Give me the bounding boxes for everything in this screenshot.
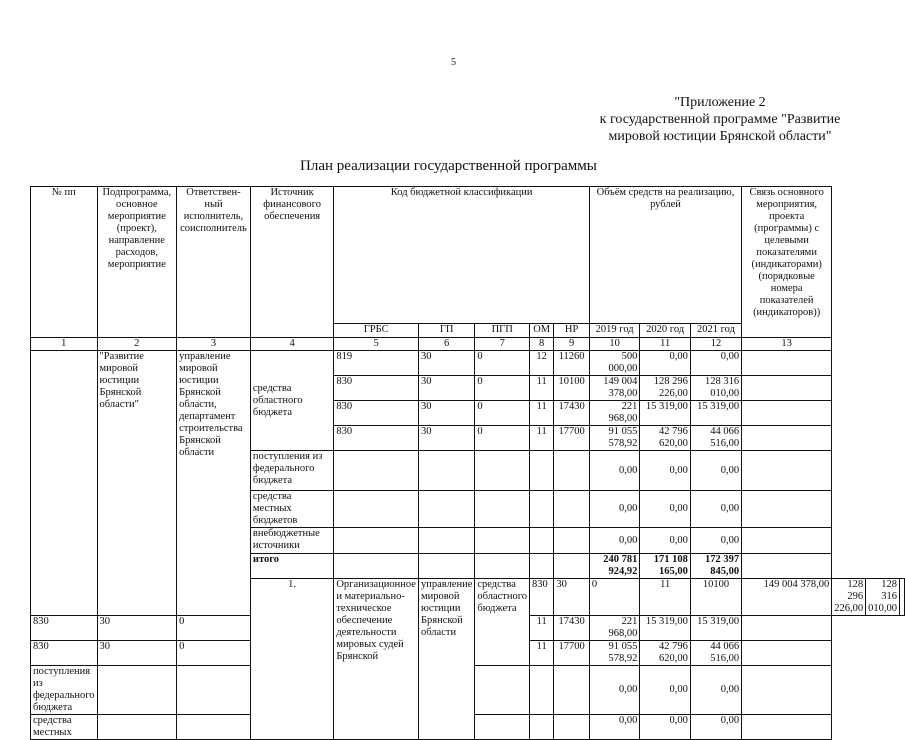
total-2020: 171 108 165,00 <box>640 554 691 579</box>
cell-pgp: 0 <box>475 351 530 376</box>
cell-grbs: 830 <box>31 616 98 641</box>
source-local-budgets: средства местных бюджетов <box>250 491 333 528</box>
cell-2019: 0,00 <box>589 528 640 554</box>
colnum-8: 8 <box>530 338 554 351</box>
source-regional-budget: средства областного бюджета <box>250 351 333 451</box>
cell-2021: 0,00 <box>690 351 741 376</box>
colnum-1: 1 <box>31 338 98 351</box>
cell-2021: 128 316 010,00 <box>866 579 900 616</box>
cell-2021: 0,00 <box>690 666 741 715</box>
cell-gp: 30 <box>418 426 474 451</box>
cell-link <box>742 401 832 426</box>
source-local-budgets: средства местных <box>31 715 98 740</box>
cell-gp: 30 <box>418 351 474 376</box>
colnum-11: 11 <box>640 338 691 351</box>
source-federal-budget: поступления из федерального бюджета <box>31 666 98 715</box>
page-number: 5 <box>451 57 456 68</box>
colnum-2: 2 <box>97 338 177 351</box>
cell-2019: 500 000,00 <box>589 351 640 376</box>
cell-link <box>742 666 832 715</box>
row-number <box>31 351 98 616</box>
cell-gp: 30 <box>97 641 177 666</box>
cell-2021: 0,00 <box>690 715 741 740</box>
cell-link <box>742 451 832 491</box>
cell-link <box>742 491 832 528</box>
cell-2020: 128 296 226,00 <box>832 579 866 616</box>
cell-om: 11 <box>530 376 554 401</box>
row-number: 1. <box>250 579 333 740</box>
cell-2019: 221 968,00 <box>589 616 640 641</box>
cell-om: 11 <box>530 616 554 641</box>
cell-2020: 0,00 <box>640 715 691 740</box>
header-volume: Объём средств на реализацию, рублей <box>589 187 741 324</box>
cell-link <box>742 616 832 641</box>
program-name: "Развитие мировой юстиции Брянской области" <box>97 351 177 616</box>
colnum-13: 13 <box>742 338 832 351</box>
cell-2019: 91 055 578,92 <box>589 426 640 451</box>
cell-om: 11 <box>530 426 554 451</box>
cell-pgp: 0 <box>589 579 640 616</box>
cell-grbs: 830 <box>334 426 419 451</box>
cell-pgp: 0 <box>177 616 251 641</box>
source-federal-budget: поступления из федерального бюджета <box>250 451 333 491</box>
colnum-10: 10 <box>589 338 640 351</box>
colnum-7: 7 <box>475 338 530 351</box>
cell-om: 11 <box>530 641 554 666</box>
header-executor: Ответствен-ный исполнитель, соисполнитель <box>177 187 251 338</box>
header-row <box>31 187 905 324</box>
header-gp: ГП <box>418 324 474 338</box>
cell-pgp: 0 <box>475 376 530 401</box>
column-number-row <box>31 338 905 351</box>
appendix-line-1: "Приложение 2 <box>674 95 766 110</box>
cell-om: 11 <box>640 579 691 616</box>
header-link: Связь основного мероприятия, проекта (программы) с целевыми показателями (индикаторами) (порядковые номера показателей (индикаторов)) <box>742 187 832 338</box>
total-2019: 240 781 924,92 <box>589 554 640 579</box>
cell-grbs: 830 <box>334 401 419 426</box>
cell-2021: 44 066 516,00 <box>690 426 741 451</box>
header-nr: НР <box>554 324 590 338</box>
cell-2020: 0,00 <box>640 666 691 715</box>
cell-2019: 221 968,00 <box>589 401 640 426</box>
cell-2020: 15 319,00 <box>640 616 691 641</box>
cell-2019: 91 055 578,92 <box>589 641 640 666</box>
cell-2019: 0,00 <box>589 491 640 528</box>
cell-link <box>742 641 832 666</box>
cell-2021: 0,00 <box>690 451 741 491</box>
cell-2021: 15 319,00 <box>690 616 741 641</box>
cell-2020: 0,00 <box>640 451 691 491</box>
table-row <box>31 351 905 376</box>
header-2020: 2020 год <box>640 324 691 338</box>
header-budget-code: Код бюджетной классификации <box>334 187 590 324</box>
cell-2020: 0,00 <box>640 351 691 376</box>
cell-gp: 30 <box>418 376 474 401</box>
cell-pgp: 0 <box>475 426 530 451</box>
cell-gp: 30 <box>97 616 177 641</box>
document-title: План реализации государственной программы <box>300 158 597 174</box>
cell-2019: 149 004 378,00 <box>589 376 640 401</box>
cell-2020: 0,00 <box>640 528 691 554</box>
appendix-caption <box>570 94 870 145</box>
cell-2020: 128 296 226,00 <box>640 376 691 401</box>
cell-2021: 44 066 516,00 <box>690 641 741 666</box>
cell-nr: 17430 <box>554 401 590 426</box>
cell-link <box>900 579 905 616</box>
header-pgp: ПГП <box>475 324 530 338</box>
header-2019: 2019 год <box>589 324 640 338</box>
colnum-9: 9 <box>554 338 590 351</box>
cell-link <box>742 715 832 740</box>
cell-nr: 17700 <box>554 426 590 451</box>
source-off-budget: внебюджетные источники <box>250 528 333 554</box>
header-2021: 2021 год <box>690 324 741 338</box>
header-grbs: ГРБС <box>334 324 419 338</box>
cell-2021: 128 316 010,00 <box>690 376 741 401</box>
cell-2021: 15 319,00 <box>690 401 741 426</box>
cell-pgp: 0 <box>177 641 251 666</box>
appendix-line-3: мировой юстиции Брянской области" <box>608 129 832 144</box>
cell-om: 11 <box>530 401 554 426</box>
plan-table <box>30 186 905 740</box>
colnum-12: 12 <box>690 338 741 351</box>
total-2021: 172 397 845,00 <box>690 554 741 579</box>
cell-gp: 30 <box>554 579 590 616</box>
cell-link <box>742 376 832 401</box>
event-executor: управление мировой юстиции Брянской области <box>418 579 474 740</box>
cell-2020: 42 796 620,00 <box>640 641 691 666</box>
cell-link <box>742 351 832 376</box>
colnum-6: 6 <box>418 338 474 351</box>
event-name: Организационное и материально-техническое обеспечение деятельности мировых судей Брянской <box>334 579 419 740</box>
cell-grbs: 819 <box>334 351 419 376</box>
cell-2021: 0,00 <box>690 491 741 528</box>
cell-2019: 0,00 <box>589 715 640 740</box>
cell-2019: 149 004 378,00 <box>742 579 832 616</box>
cell-2019: 0,00 <box>589 666 640 715</box>
header-source: Источник финансового обеспечения <box>250 187 333 338</box>
colnum-3: 3 <box>177 338 251 351</box>
cell-om: 12 <box>530 351 554 376</box>
cell-link <box>742 528 832 554</box>
appendix-line-2: к государственной программе "Развитие <box>599 112 841 127</box>
cell-2021: 0,00 <box>690 528 741 554</box>
cell-grbs: 830 <box>31 641 98 666</box>
colnum-4: 4 <box>250 338 333 351</box>
cell-2020: 42 796 620,00 <box>640 426 691 451</box>
header-subprogram: Подпрограмма, основное мероприятие (проект), направление расходов, мероприятие <box>97 187 177 338</box>
cell-nr: 11260 <box>554 351 590 376</box>
cell-pgp: 0 <box>475 401 530 426</box>
total-label: итого <box>250 554 333 579</box>
cell-nr: 17430 <box>554 616 590 641</box>
cell-link <box>742 426 832 451</box>
program-executor: управление мировой юстиции Брянской области, департамент строительства Брянской области <box>177 351 251 616</box>
header-num: № пп <box>31 187 98 338</box>
cell-nr: 10100 <box>690 579 741 616</box>
cell-2020: 0,00 <box>640 491 691 528</box>
cell-2019: 0,00 <box>589 451 640 491</box>
cell-grbs: 830 <box>334 376 419 401</box>
cell-2020: 15 319,00 <box>640 401 691 426</box>
colnum-5: 5 <box>334 338 419 351</box>
cell-nr: 17700 <box>554 641 590 666</box>
cell-link <box>742 554 832 579</box>
cell-grbs: 830 <box>530 579 554 616</box>
source-regional-budget: средства областного бюджета <box>475 579 530 666</box>
cell-gp: 30 <box>418 401 474 426</box>
cell-nr: 10100 <box>554 376 590 401</box>
header-om: ОМ <box>530 324 554 338</box>
